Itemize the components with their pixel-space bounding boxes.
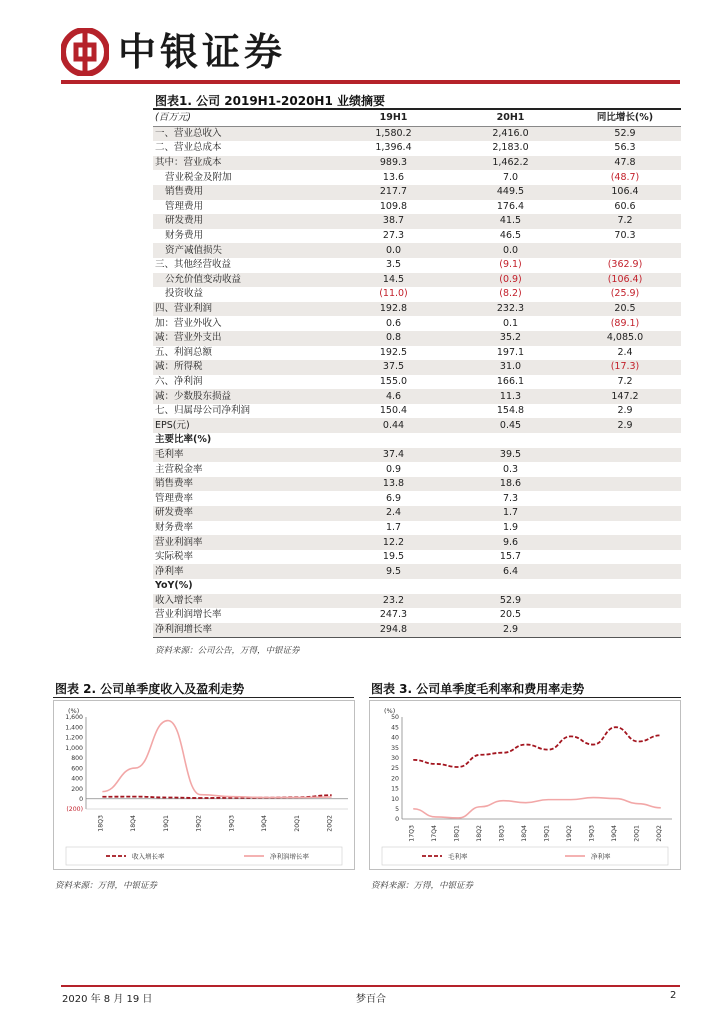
row-value: (8.2) <box>499 288 522 300</box>
summary-table <box>153 111 681 638</box>
row-label: 五、利润总额 <box>155 346 213 358</box>
y-tick-label: 50 <box>391 714 399 722</box>
row-value <box>569 579 681 594</box>
chart-frame-figure2 <box>53 700 355 870</box>
legend-label: 收入增长率 <box>132 852 165 861</box>
x-tick-label: 19Q2 <box>195 815 203 832</box>
table-row <box>153 346 681 361</box>
row-value: (11.0) <box>379 288 408 300</box>
row-label: 其中：营业成本 <box>153 156 335 171</box>
x-tick-label: 17Q4 <box>430 825 438 842</box>
row-value: 106.4 <box>569 185 681 200</box>
y-tick-label: 1,000 <box>65 744 83 752</box>
row-value: 46.5 <box>499 230 522 242</box>
row-label: 管理费率 <box>155 492 194 504</box>
row-label: 主营税金率 <box>155 463 203 475</box>
y-tick-label: 400 <box>71 775 83 783</box>
table-row <box>153 491 681 506</box>
y-tick-label: 35 <box>391 744 399 752</box>
row-value: 192.5 <box>379 346 408 358</box>
y-tick-label: 10 <box>391 795 399 803</box>
row-value <box>569 594 681 609</box>
row-value: 56.3 <box>614 142 636 154</box>
x-tick-label: 19Q3 <box>228 815 236 832</box>
row-value <box>569 535 681 550</box>
table-row <box>153 594 681 609</box>
row-label: 三、其他经营收益 <box>155 259 232 271</box>
row-value: 14.5 <box>335 273 452 288</box>
table-row <box>153 564 681 579</box>
table-row <box>153 229 681 244</box>
row-value: 9.5 <box>335 564 452 579</box>
row-value: 27.3 <box>382 230 405 242</box>
row-value: 18.6 <box>452 477 569 492</box>
table-row <box>153 273 681 288</box>
row-value: 155.0 <box>379 375 408 387</box>
row-value: 4.6 <box>335 389 452 404</box>
table-row <box>153 404 681 419</box>
row-value: 37.5 <box>335 360 452 375</box>
row-value: 6.4 <box>452 564 569 579</box>
row-value: 0.9 <box>385 463 402 475</box>
table-row <box>153 360 681 375</box>
table-row <box>153 287 681 302</box>
x-tick-label: 20Q1 <box>633 825 641 842</box>
row-label: YoY(%) <box>155 580 193 592</box>
row-label: 减：所得税 <box>153 360 335 375</box>
row-value: 52.9 <box>452 594 569 609</box>
footer-rule <box>61 985 680 987</box>
table-row <box>153 448 681 463</box>
row-value: 449.5 <box>452 185 569 200</box>
row-value <box>569 491 681 506</box>
row-value: 0.0 <box>452 243 569 258</box>
row-value: 41.5 <box>452 214 569 229</box>
table-row <box>153 302 681 317</box>
row-value: 217.7 <box>335 185 452 200</box>
x-tick-label: 18Q4 <box>130 815 138 832</box>
row-value <box>569 506 681 521</box>
row-value: 2,183.0 <box>492 142 529 154</box>
figure3-title: 图表 3. 公司单季度毛利率和费用率走势 <box>371 682 585 696</box>
row-value: 0.45 <box>452 418 569 433</box>
x-tick-label: 20Q2 <box>326 815 334 832</box>
row-value <box>335 579 452 594</box>
row-label: 收入增长率 <box>153 594 335 609</box>
row-value: 0.3 <box>502 463 519 475</box>
footer-company: 梦百合 <box>356 994 386 1005</box>
y-tick-label: 600 <box>71 765 83 773</box>
row-value: 192.8 <box>335 302 452 317</box>
row-value: 2.9 <box>452 623 569 638</box>
row-value: 6.9 <box>385 492 402 504</box>
x-tick-label: 19Q1 <box>162 815 170 832</box>
table-row <box>153 623 681 638</box>
series-line-secondary <box>413 798 661 818</box>
series-line-primary <box>413 727 661 767</box>
row-value: 2.4 <box>335 506 452 521</box>
row-value: 38.7 <box>335 214 452 229</box>
row-value: 109.8 <box>379 200 408 212</box>
table-row <box>153 506 681 521</box>
legend-label: 净利率 <box>591 852 611 861</box>
row-value: (106.4) <box>569 273 681 288</box>
row-label: 销售费用 <box>153 185 335 200</box>
row-label: 主要比率(%) <box>155 434 212 446</box>
table-row <box>153 433 681 448</box>
row-value: 1,396.4 <box>375 142 412 154</box>
y-tick-label: 20 <box>391 775 399 783</box>
row-label: 研发费用 <box>153 214 335 229</box>
table-row <box>153 185 681 200</box>
y-unit-label: (%) <box>68 707 80 715</box>
y-tick-label: 25 <box>391 765 399 773</box>
table-row <box>153 579 681 594</box>
row-label: 七、归属母公司净利润 <box>155 405 251 417</box>
figure2-title-rule <box>53 697 354 698</box>
row-value: 60.6 <box>614 200 636 212</box>
table-row <box>153 141 681 156</box>
y-tick-label: 0 <box>395 816 399 824</box>
row-value: 11.3 <box>452 389 569 404</box>
row-value <box>569 243 681 258</box>
row-value: 247.3 <box>379 609 408 621</box>
y-tick-label: 1,400 <box>65 724 83 732</box>
table-row <box>153 258 681 273</box>
row-label: 减：营业外支出 <box>153 331 335 346</box>
row-value <box>569 433 681 448</box>
row-value: (0.9) <box>452 273 569 288</box>
table-row <box>153 462 681 477</box>
x-tick-label: 18Q2 <box>475 825 483 842</box>
y-tick-label: 1,200 <box>65 734 83 742</box>
table-row <box>153 214 681 229</box>
brand-name: 中银证券 <box>118 29 287 74</box>
table-header-row <box>153 111 681 126</box>
row-value: 31.0 <box>452 360 569 375</box>
row-value: 2,416.0 <box>452 126 569 141</box>
y-tick-label: 1,600 <box>65 714 83 722</box>
row-value: 0.0 <box>335 243 452 258</box>
table-row <box>153 389 681 404</box>
row-value <box>569 550 681 565</box>
row-value: 0.6 <box>385 317 402 329</box>
x-tick-label: 18Q3 <box>97 815 105 832</box>
table-row <box>153 331 681 346</box>
table-row <box>153 521 681 536</box>
row-label: 财务费用 <box>165 230 204 242</box>
row-label: 营业税金及附加 <box>165 171 232 183</box>
table-row <box>153 535 681 550</box>
x-tick-label: 19Q2 <box>565 825 573 842</box>
row-value: 2.9 <box>569 418 681 433</box>
table-header-cell: (百万元) <box>153 111 335 126</box>
row-label: 毛利率 <box>153 448 335 463</box>
x-tick-label: 19Q4 <box>610 825 618 842</box>
row-value: 37.4 <box>335 448 452 463</box>
row-value: 9.6 <box>452 535 569 550</box>
row-value: (9.1) <box>499 259 522 271</box>
x-tick-label: 20Q2 <box>655 825 663 842</box>
row-value: 147.2 <box>569 389 681 404</box>
table-header-cell: 19H1 <box>335 111 452 126</box>
x-tick-label: 19Q3 <box>588 825 596 842</box>
row-value: 70.3 <box>614 230 636 242</box>
table-row <box>153 608 681 623</box>
row-label: 净利润增长率 <box>153 623 335 638</box>
chart-frame-figure3 <box>369 700 681 870</box>
row-value: 1.7 <box>452 506 569 521</box>
row-label: 研发费率 <box>153 506 335 521</box>
table-row <box>153 316 681 331</box>
row-value: (48.7) <box>610 171 640 183</box>
row-value <box>569 448 681 463</box>
legend-label: 净利润增长率 <box>270 852 309 861</box>
row-value: 1.7 <box>385 521 402 533</box>
row-value: 1,462.2 <box>452 156 569 171</box>
table-header-cell: 同比增长(%) <box>569 111 681 126</box>
row-value: 47.8 <box>569 156 681 171</box>
row-value: 7.2 <box>569 214 681 229</box>
row-label: 公允价值变动收益 <box>153 273 335 288</box>
row-label: 加：营业外收入 <box>155 317 222 329</box>
row-value: 23.2 <box>335 594 452 609</box>
row-label: 净利率 <box>153 564 335 579</box>
row-label: 财务费率 <box>155 521 194 533</box>
row-label: EPS(元) <box>153 418 335 433</box>
table-row <box>153 375 681 390</box>
table-row <box>153 170 681 185</box>
row-value: 7.0 <box>502 171 519 183</box>
x-tick-label: 18Q3 <box>498 825 506 842</box>
x-tick-label: 18Q4 <box>520 825 528 842</box>
figure2-title: 图表 2. 公司单季度收入及盈利走势 <box>55 682 245 696</box>
row-value <box>569 564 681 579</box>
row-value: 4,085.0 <box>569 331 681 346</box>
table-row <box>153 156 681 171</box>
row-value: (89.1) <box>610 317 640 329</box>
y-tick-label: 200 <box>71 785 83 793</box>
table-row <box>153 200 681 215</box>
row-value: 13.6 <box>382 171 405 183</box>
y-tick-label: 45 <box>391 724 399 732</box>
table-header-cell: 20H1 <box>452 111 569 126</box>
row-value: 197.1 <box>496 346 525 358</box>
row-value: 2.4 <box>617 346 633 358</box>
row-value: 3.5 <box>385 259 402 271</box>
bank-logo-icon <box>61 28 109 76</box>
row-value: 1,580.2 <box>335 126 452 141</box>
y-tick-label: 40 <box>391 734 399 742</box>
chart-margin-trend <box>370 701 680 869</box>
table-row <box>153 418 681 433</box>
row-value <box>569 521 681 536</box>
row-value: 0.8 <box>335 331 452 346</box>
row-value: 35.2 <box>452 331 569 346</box>
y-tick-label: 5 <box>395 806 399 813</box>
row-value: 15.7 <box>499 551 522 563</box>
row-value <box>335 433 452 448</box>
row-value <box>569 477 681 492</box>
row-value: 7.2 <box>617 375 633 387</box>
x-tick-label: 19Q1 <box>543 825 551 842</box>
row-value: (17.3) <box>569 360 681 375</box>
table-row <box>153 126 681 141</box>
row-value <box>569 623 681 638</box>
row-label: 营业利润率 <box>153 535 335 550</box>
figure3-title-rule <box>369 697 681 698</box>
x-tick-label: 18Q1 <box>453 825 461 842</box>
row-value: 2.9 <box>617 405 633 417</box>
figure1-source: 资料来源：公司公告，万得，中银证券 <box>155 646 300 656</box>
row-label: 销售费率 <box>153 477 335 492</box>
row-value: 19.5 <box>382 551 405 563</box>
row-value: 39.5 <box>452 448 569 463</box>
table-row <box>153 243 681 258</box>
row-value: 232.3 <box>452 302 569 317</box>
x-tick-label: 20Q1 <box>293 815 301 832</box>
figure2-source: 资料来源：万得，中银证券 <box>55 881 158 891</box>
row-label: 一、营业总收入 <box>153 126 335 141</box>
row-label: 六、净利润 <box>155 375 203 387</box>
row-label: 投资收益 <box>165 288 204 300</box>
row-value: 0.1 <box>502 317 519 329</box>
row-label: 减：少数股东损益 <box>153 389 335 404</box>
series-line-secondary <box>102 721 331 798</box>
row-value: (362.9) <box>607 259 643 271</box>
row-value: 989.3 <box>335 156 452 171</box>
table-row <box>153 550 681 565</box>
row-value: 7.3 <box>502 492 519 504</box>
y-tick-label: 15 <box>391 785 399 793</box>
y-unit-label: (%) <box>384 707 396 715</box>
row-value: 20.5 <box>499 609 522 621</box>
row-value: 52.9 <box>569 126 681 141</box>
row-value <box>569 608 681 623</box>
row-value: 176.4 <box>496 200 525 212</box>
y-tick-label: (200) <box>66 806 83 814</box>
row-value: 150.4 <box>379 405 408 417</box>
row-label: 四、营业利润 <box>153 302 335 317</box>
row-label: 二、营业总成本 <box>155 142 222 154</box>
row-label: 管理费用 <box>165 200 204 212</box>
row-value: 13.8 <box>335 477 452 492</box>
row-value: 154.8 <box>496 405 525 417</box>
row-value: 20.5 <box>569 302 681 317</box>
figure3-source: 资料来源：万得，中银证券 <box>371 881 474 891</box>
footer-date: 2020 年 8 月 19 日 <box>62 994 153 1005</box>
header-rule <box>61 80 680 84</box>
footer-page-number: 2 <box>670 990 677 1001</box>
row-value <box>452 433 569 448</box>
row-label: 营业利润增长率 <box>155 609 222 621</box>
x-tick-label: 19Q4 <box>261 815 269 832</box>
y-tick-label: 0 <box>79 795 83 803</box>
y-tick-label: 800 <box>71 755 83 763</box>
row-value: 12.2 <box>335 535 452 550</box>
table-row <box>153 477 681 492</box>
row-value: 1.9 <box>502 521 519 533</box>
y-tick-label: 30 <box>391 755 399 762</box>
row-value <box>452 579 569 594</box>
figure1-title-rule <box>153 108 681 110</box>
figure1-title: 图表1. 公司 2019H1-2020H1 业绩摘要 <box>155 94 386 108</box>
row-label: 资产减值损失 <box>153 243 335 258</box>
row-value: 0.44 <box>335 418 452 433</box>
chart-revenue-profit-growth <box>54 701 354 869</box>
legend-label: 毛利率 <box>448 852 468 861</box>
row-label: 实际税率 <box>155 551 194 563</box>
x-tick-label: 17Q3 <box>408 825 416 842</box>
row-value <box>569 462 681 477</box>
row-value: 166.1 <box>496 375 525 387</box>
row-value: (25.9) <box>610 288 640 300</box>
row-value: 294.8 <box>335 623 452 638</box>
